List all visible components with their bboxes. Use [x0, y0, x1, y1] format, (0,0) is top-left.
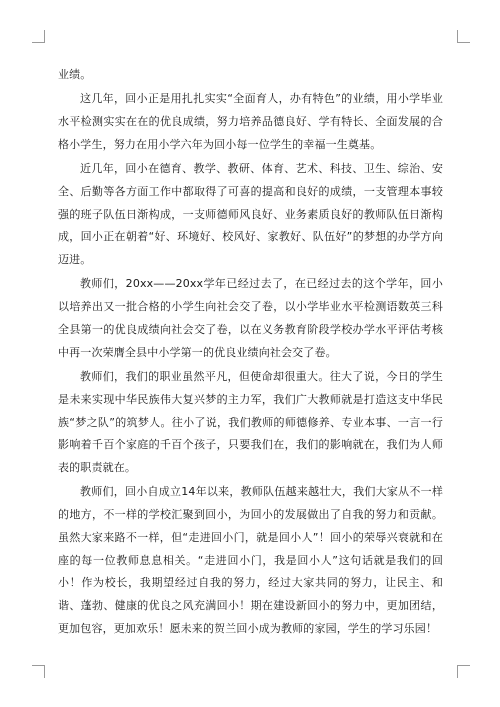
- crop-mark-bottom-left: [32, 665, 45, 678]
- crop-mark-bottom-right: [457, 665, 470, 678]
- paragraph: 教师们，20xx——20xx学年已经过去了，在已经过去的这个学年，回小以培养出又一批合格的小学生向社会交了卷，以小学毕业水平检测语数英三科全县第一的优良成绩向社会交了卷，以在义务教育阶段学校办学水平评估考核中再一次荣膺全县中小学第一的优良业绩向社会交了卷。: [58, 277, 443, 359]
- paragraph: 这几年，回小正是用扎扎实实“全面育人，办有特色”的业绩，用小学毕业水平检测实实在在的优良成绩，努力培养品德良好、学有特长、全面发展的合格小学生，努力在用小学六年为回小每一位学生的幸福一生奠基。: [58, 92, 443, 151]
- paragraph-continuation: 业绩。: [58, 68, 92, 81]
- paragraph: 近几年，回小在德育、教学、教研、体育、艺术、科技、卫生、综治、安全、后勤等各方面工作中都取得了可喜的提高和良好的成绩，一支管理本事较强的班子队伍日渐构成，一支师德师风良好、业务素质良好的教师队伍日渐构成，回小正在朝着“好、环境好、校风好、家教好、队伍好”的梦想的办学方向迈进。: [58, 161, 443, 267]
- crop-mark-top-right: [457, 30, 470, 43]
- crop-mark-top-left: [32, 30, 45, 43]
- paragraph: 教师们，我们的职业虽然平凡，但使命却很重大。往大了说，今日的学生是未来实现中华民族伟大复兴梦的主力军，我们广大教师就是打造这支中华民族“梦之队”的筑梦人。往小了说，我们教师的师德修养、专业本事、一言一行影响着千百个家庭的千百个孩子，只要我们在，我们的影响就在，我们为人师表的职责就在。: [58, 369, 443, 475]
- paragraph: 教师们，回小自成立14年以来，教师队伍越来越壮大，我们大家从不一样的地方，不一样的学校汇聚到回小，为回小的发展做出了自我的努力和贡献。虽然大家来路不一样，但“走进回小门，就是回小人”！回小的荣辱兴衰就和在座的每一位教师息息相关。“走进回小门，我是回小人”这句话就是我们的回小！作为校长，我期望经过自我的努力，经过大家共同的努力，让民主、和谐、蓬勃、健康的优良之风充满回小！期在建设新回小的努力中，更加团结，更加包容，更加欢乐！愿未来的贺兰回小成为教师的家园，学生的学习乐园！: [58, 485, 443, 636]
- document-body: [58, 64, 443, 642]
